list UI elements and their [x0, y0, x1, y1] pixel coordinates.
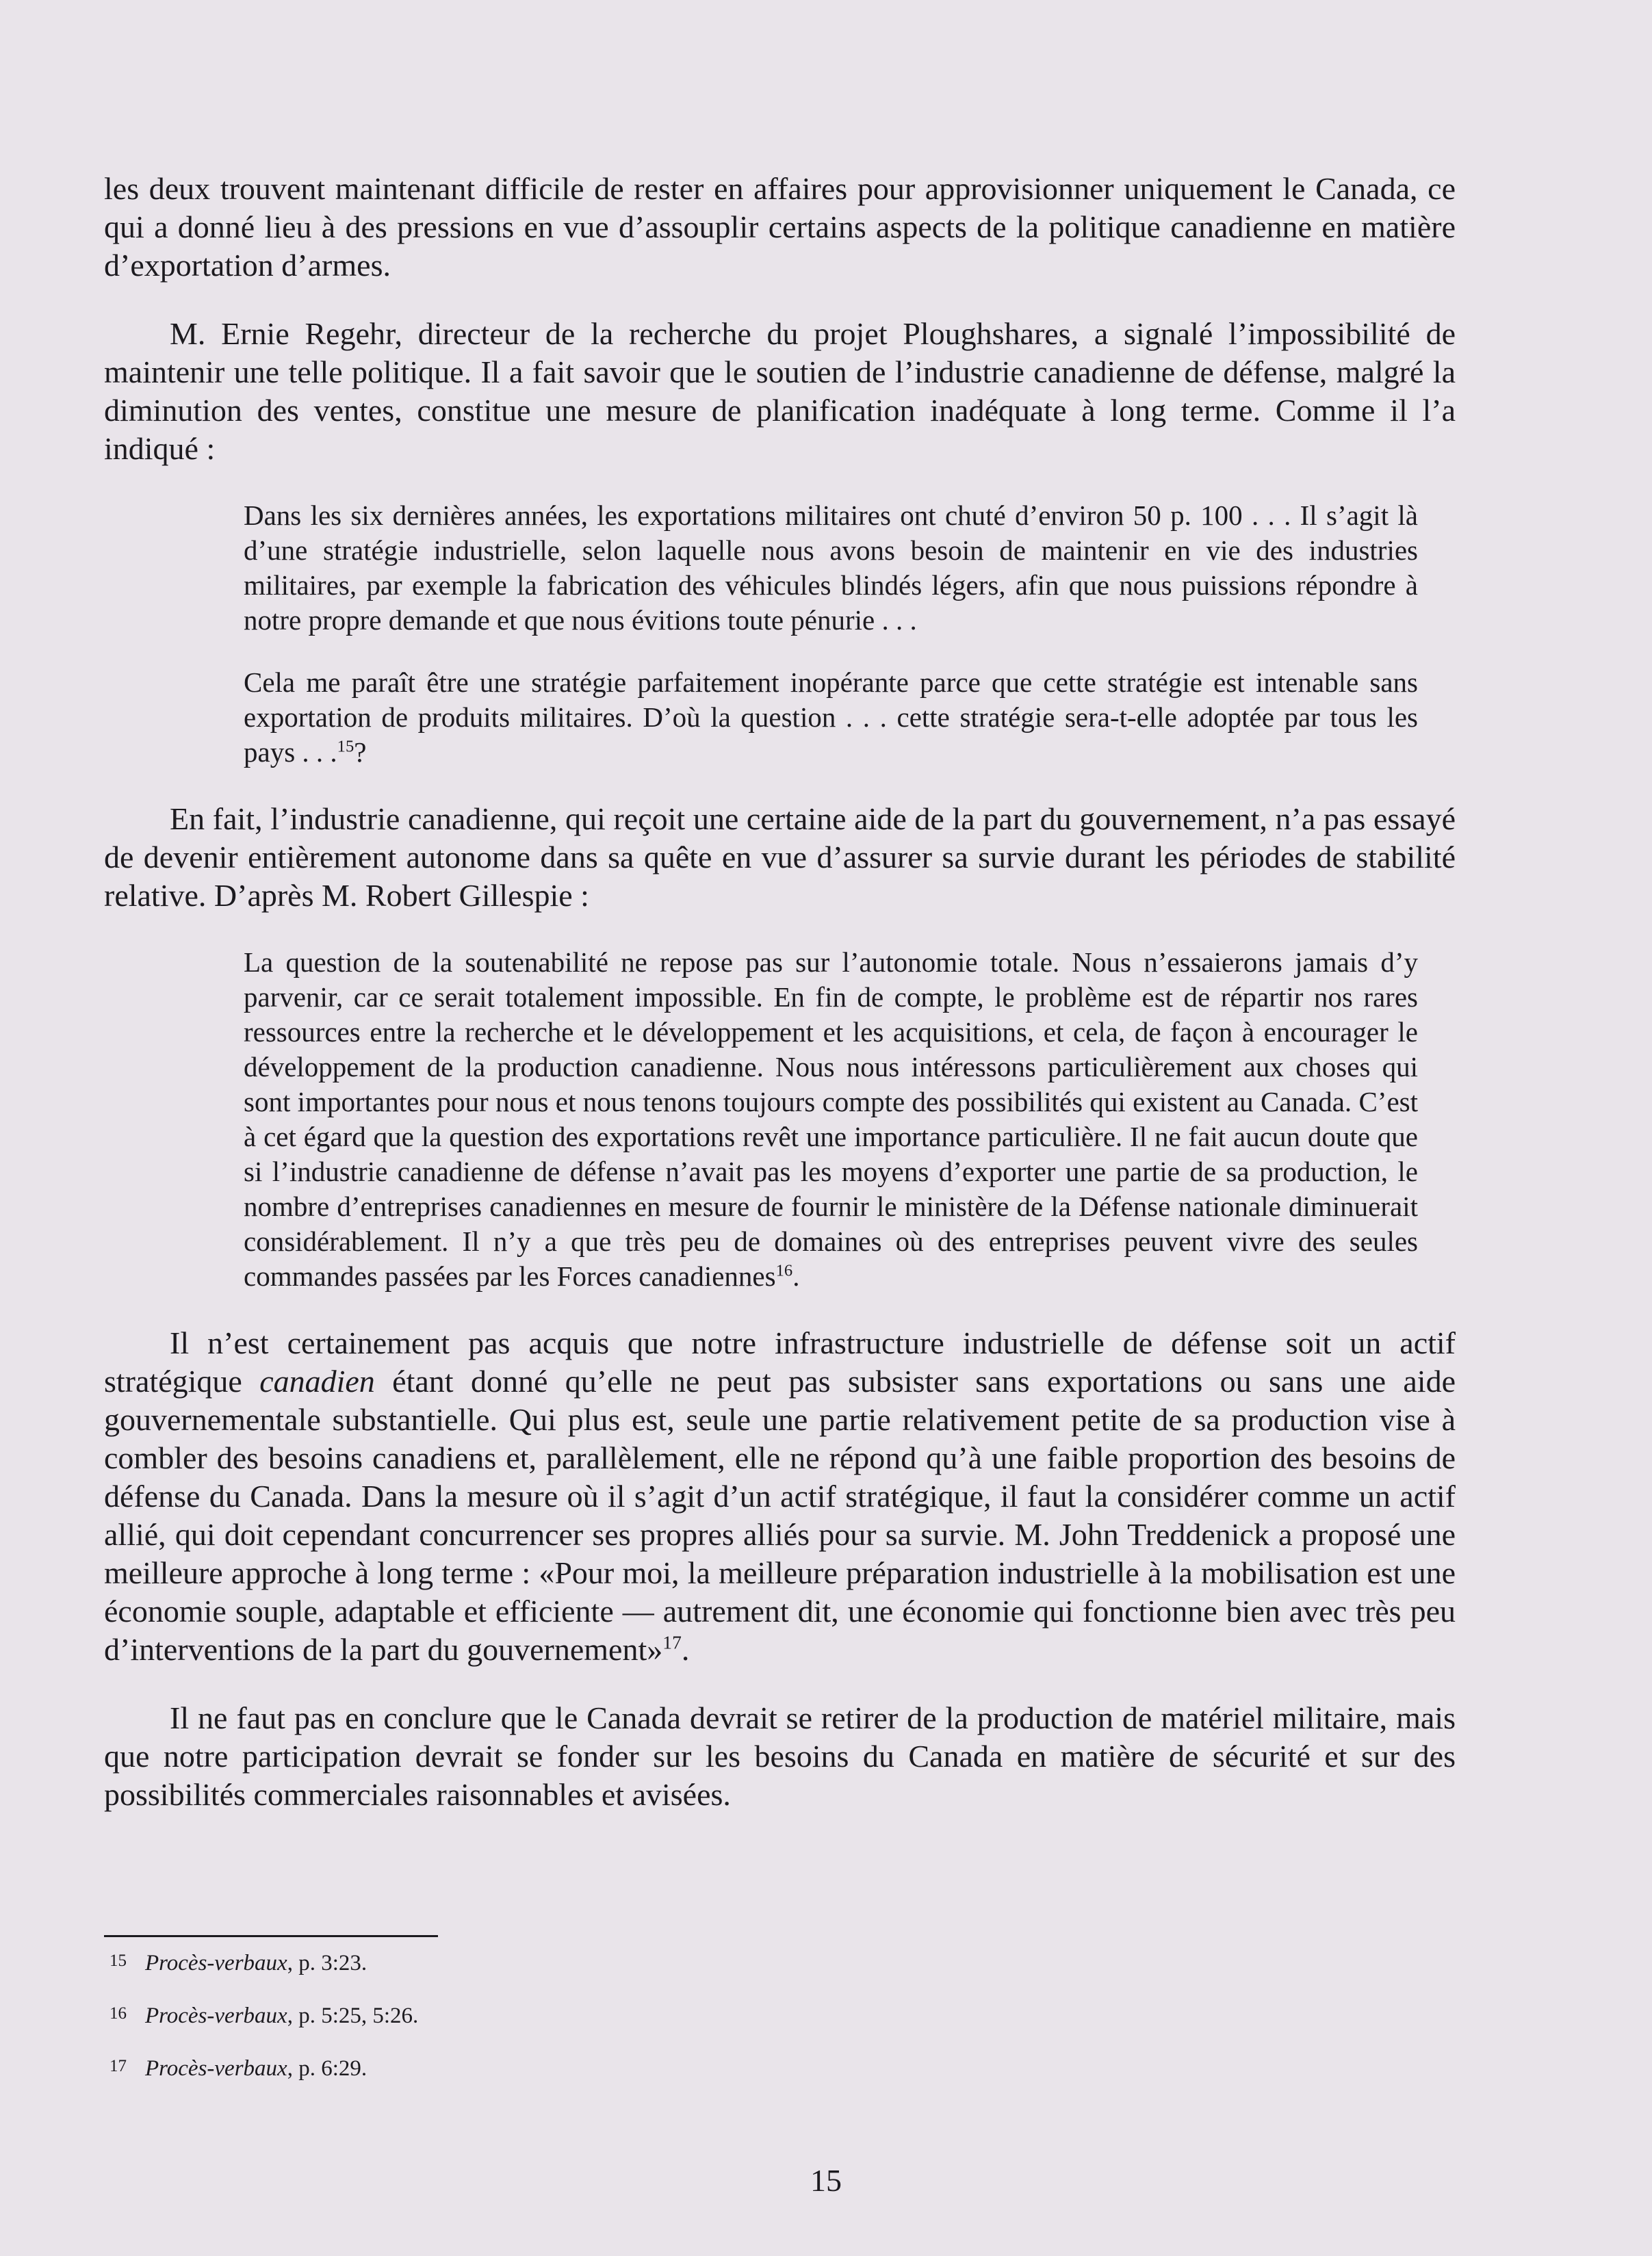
footnote	[109, 2053, 931, 2082]
paragraph-text: étant donné qu’elle ne peut pas subsister sans exportations ou sans une aide gouvernementale substantielle. Qui plus est, seule une partie relativement petite de sa production vise à combler des besoins canadiens et, parallèlement, elle ne répond qu’à une faible proportion des besoins de défense du Canada. Dans la mesure où il s’agit d’un actif stratégique, il faut la considérer comme un actif allié, qui doit cependant concurrencer ses propres alliés pour sa survie. M. John Treddenick a proposé une meilleure approche à long terme : «Pour moi, la meilleure préparation industrielle à la mobilisation est une économie souple, adaptable et efficiente — autrement dit, une économie qui fonctionne bien avec très peu d’interventions de la part du gouvernement»	[104, 1364, 1456, 1667]
page-number: 15	[810, 2163, 842, 2198]
footnote-number: 17	[109, 2057, 127, 2075]
footnote-divider	[104, 1935, 438, 1937]
footnote-source: Procès-verbaux	[145, 2056, 287, 2081]
paragraph-end: .	[681, 1632, 690, 1667]
quote-paragraph	[244, 665, 1418, 770]
paragraph-3: En fait, l’industrie canadienne, qui reçoit une certaine aide de la part du gouvernement, n’a pas essayé de devenir entièrement autonome dans sa quête en vue d’assurer sa survie durant les périodes de stabilité relative. D’après M. Robert Gillespie :	[104, 801, 1456, 913]
footnote-number: 15	[109, 1952, 127, 1970]
paragraph-2: M. Ernie Regehr, directeur de la recherche du projet Ploughshares, a signalé l’impossibilité de maintenir une telle politique. Il a fait savoir que le soutien de l’industrie canadienne de défense, malgré la diminution des ventes, constitue une mesure de planification inadéquate à long terme. Comme il l’a indiqué :	[104, 316, 1456, 466]
footnote-pages: , p. 6:29.	[287, 2056, 367, 2081]
footnote-number: 16	[109, 2004, 127, 2023]
footnote	[109, 2000, 931, 2030]
page-body	[104, 170, 1456, 1844]
block-quote-regehr	[244, 498, 1418, 770]
footnote	[109, 1947, 931, 1977]
emphasis: canadien	[259, 1364, 375, 1399]
footnote-source: Procès-verbaux	[145, 2004, 287, 2028]
footnote-ref: 17	[662, 1631, 682, 1653]
quote-end: ?	[354, 736, 367, 768]
footnote-source: Procès-verbaux	[145, 1951, 287, 1975]
footnotes	[109, 1947, 931, 2105]
paragraph-4	[104, 1324, 1456, 1669]
footnote-ref: 16	[775, 1261, 793, 1280]
quote-end: .	[792, 1260, 800, 1292]
block-quote-gillespie	[244, 945, 1418, 1294]
paragraph-5: Il ne faut pas en conclure que le Canada devrait se retirer de la production de matériel militaire, mais que notre participation devrait se fonder sur les besoins du Canada en matière de sécurité et sur des possibilités commerciales raisonnables et avisées.	[104, 1700, 1456, 1812]
footnote-pages: , p. 3:23.	[287, 1951, 367, 1975]
paragraph-1: les deux trouvent maintenant difficile de rester en affaires pour approvisionner uniquement le Canada, ce qui a donné lieu à des pressions en vue d’assouplir certains aspects de la politique canadienne en matière d’exportation d’armes.	[104, 171, 1456, 283]
quote-text: Cela me paraît être une stratégie parfaitement inopérante parce que cette stratégie est intenable sans exportation de produits militaires. D’où la question . . . cette stratégie sera-t-elle adoptée par tous les pays . . .	[244, 666, 1418, 768]
quote-paragraph: Dans les six dernières années, les exportations militaires ont chuté d’environ 50 p. 100 . . . Il s’agit là d’une stratégie industrielle, selon laquelle nous avons besoin de maintenir en vie des industries militaires, par exemple la fabrication des véhicules blindés légers, afin que nous puissions répondre à notre propre demande et que nous évitions toute pénurie . . .	[244, 500, 1418, 636]
quote-paragraph	[244, 945, 1418, 1294]
footnote-ref: 15	[337, 737, 354, 756]
quote-text: La question de la soutenabilité ne repose pas sur l’autonomie totale. Nous n’essaierons jamais d’y parvenir, car ce serait totalement impossible. En fin de compte, le problème est de répartir nos rares ressources entre la recherche et le développement et les acquisitions, et cela, de façon à encourager le développement de la production canadienne. Nous nous intéressons particulièrement aux choses qui sont importantes pour nous et nous tenons toujours compte des possibilités qui existent au Canada. C’est à cet égard que la question des exportations revêt une importance particulière. Il ne fait aucun doute que si l’industrie canadienne de défense n’avait pas les moyens d’exporter une partie de sa production, le nombre d’entreprises canadiennes en mesure de fournir le ministère de la Défense nationale diminuerait considérablement. Il n’y a que très peu de domaines où des entreprises peuvent vivre des seules commandes passées par les Forces canadiennes	[244, 946, 1418, 1292]
paragraph-text: Il n’est certainement pas acquis que notre infrastructure industrielle de défense soit un actif stratégique	[104, 1325, 1456, 1399]
footnote-pages: , p. 5:25, 5:26.	[287, 2004, 419, 2028]
